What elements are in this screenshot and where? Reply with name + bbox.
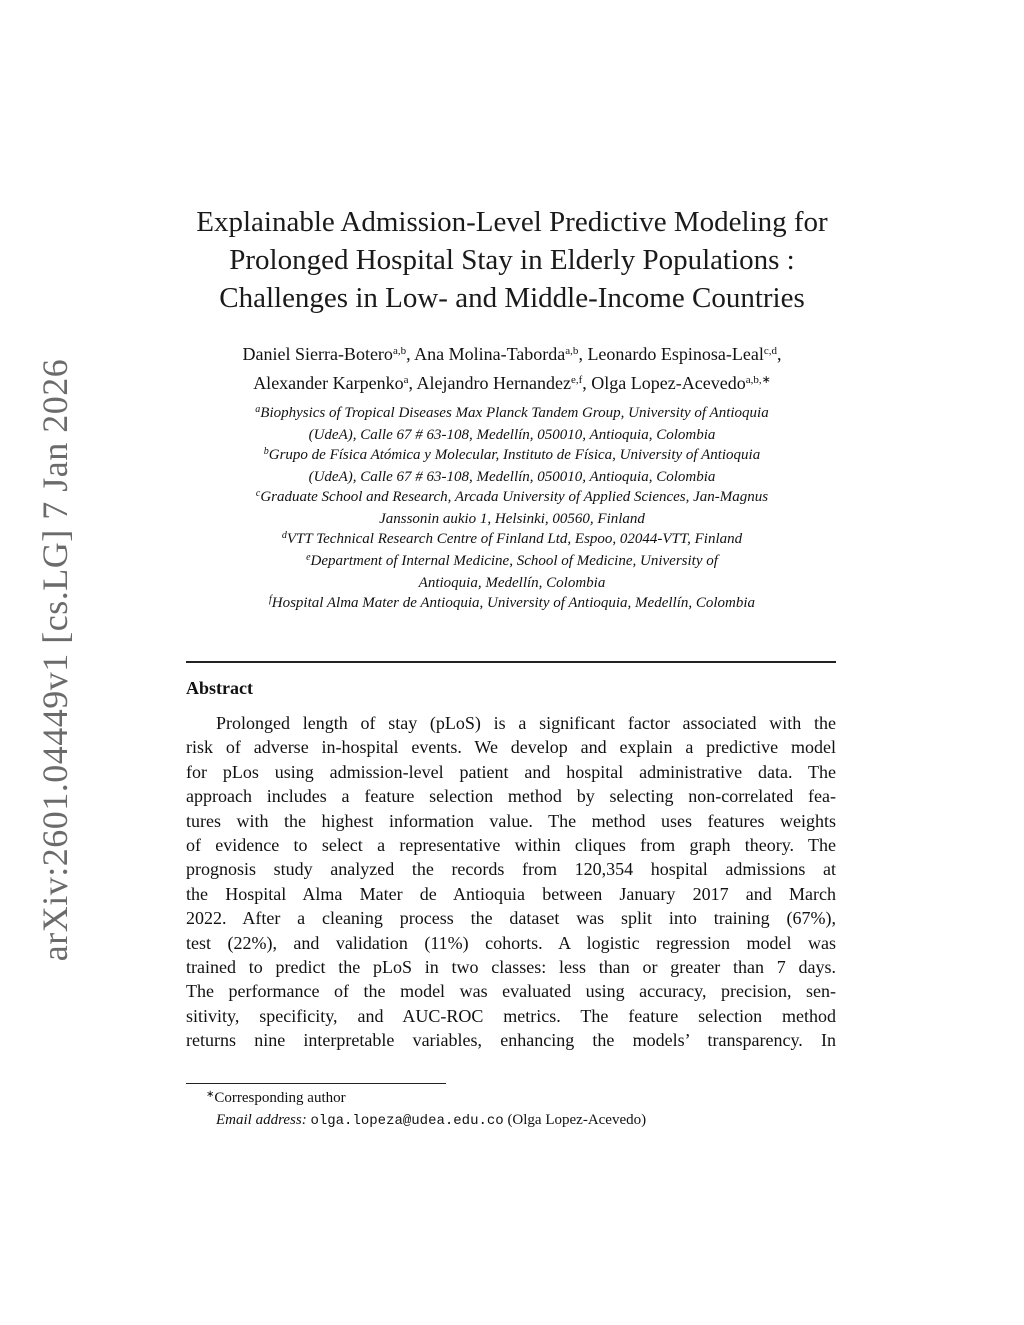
email-note xyxy=(186,1110,646,1132)
abstract-line: prognosis study analyzed the records from 120,354 hospital admissions at xyxy=(186,859,836,880)
title-line-2: Prolonged Hospital Stay in Elderly Populations : xyxy=(229,244,795,276)
abstract-line: tures with the highest information value. The method uses features weights xyxy=(186,810,836,831)
abstract-line: 2022. After a cleaning process the dataset was split into training (67%), xyxy=(186,908,836,929)
abstract-line: The performance of the model was evaluated using accuracy, precision, sen- xyxy=(186,981,836,1002)
affiliation-e-cont: Antioquia, Medellín, Colombia xyxy=(418,575,606,591)
affiliation-mark: c xyxy=(255,488,261,499)
author-list xyxy=(160,341,864,399)
author-name: Alexander Karpenko xyxy=(253,373,404,393)
affiliation-d xyxy=(160,529,864,551)
corresponding-author-label: Corresponding author xyxy=(214,1090,346,1106)
abstract-line: sitivity, specificity, and AUC-ROC metrics. The feature selection method xyxy=(186,1005,836,1026)
affiliation-text: Hospital Alma Mater de Antioquia, University of Antioquia, Medellín, Colombia xyxy=(271,595,756,611)
affiliation-mark: e xyxy=(306,552,311,563)
abstract-line: of evidence to select a representative within cliques from graph theory. The xyxy=(186,834,836,855)
author-affiliation-mark: c,d xyxy=(763,345,778,357)
abstract-line: for pLos using admission-level patient and hospital administrative data. The xyxy=(186,761,836,782)
author-affiliation-mark: a xyxy=(403,374,409,386)
author-line-1: Daniel Sierra-Botero$^{a,b}$, Ana Molina-Taborda$^{a,b}$, Leonardo Espinosa-Leal$^{c,d}$, xyxy=(242,344,782,364)
affiliation-mark: d xyxy=(281,530,287,541)
affiliation-e xyxy=(160,551,864,573)
footnote-rule xyxy=(186,1083,446,1084)
footnote xyxy=(186,1088,646,1132)
arxiv-side-identifier: arXiv:2601.04449v1 [cs.LG] 7 Jan 2026 xyxy=(35,358,75,962)
corresponding-author-note xyxy=(186,1088,646,1110)
author-affiliation-mark: a,b xyxy=(392,345,407,357)
abstract-top-rule xyxy=(186,661,836,663)
abstract-line: returns nine interpretable variables, enhancing the models’ transparency. In xyxy=(186,1030,836,1051)
author-name: Ana Molina-Taborda xyxy=(414,344,566,364)
title-line-3: Challenges in Low- and Middle-Income Countries xyxy=(219,282,805,314)
affiliation-list xyxy=(160,403,864,615)
affiliation-f xyxy=(160,593,864,615)
abstract-line: test (22%), and validation (11%) cohorts. A logistic regression model was xyxy=(186,932,836,953)
affiliation-mark: f xyxy=(268,594,272,605)
affiliation-text: Department of Internal Medicine, School of Medicine, University of xyxy=(310,553,718,569)
author-name: Daniel Sierra-Botero xyxy=(242,344,393,364)
affiliation-text: Graduate School and Research, Arcada University of Applied Sciences, Jan-Magnus xyxy=(260,489,769,505)
affiliation-mark: a xyxy=(255,404,261,415)
author-affiliation-mark: e,f xyxy=(570,374,583,386)
abstract-line: approach includes a feature selection method by selecting non-correlated fea- xyxy=(186,786,836,807)
abstract-line: Prolonged length of stay (pLoS) is a significant factor associated with the xyxy=(216,713,836,733)
abstract-line: trained to predict the pLoS in two classes: less than or greater than 7 days. xyxy=(186,956,836,977)
affiliation-b xyxy=(160,445,864,467)
title-line-1: Explainable Admission-Level Predictive Modeling for xyxy=(196,206,828,238)
author-line-2: Alexander Karpenko$^a$, Alejandro Hernandez$^{e,f}$, Olga Lopez-Acevedo$^{a,b,∗}$ xyxy=(253,373,771,393)
abstract-body xyxy=(186,711,836,1052)
author-affiliation-mark: a,b,∗ xyxy=(745,374,771,386)
author-name: Alejandro Hernandez xyxy=(416,373,571,393)
abstract-line: the Hospital Alma Mater de Antioquia between January 2017 and March xyxy=(186,883,836,904)
affiliation-a xyxy=(160,403,864,425)
author-name: Olga Lopez-Acevedo xyxy=(591,373,746,393)
abstract-line: risk of adverse in-hospital events. We develop and explain a predictive model xyxy=(186,737,836,758)
email-label: Email address: xyxy=(216,1112,307,1128)
affiliation-b-cont: (UdeA), Calle 67 # 63-108, Medellín, 050010, Antioquia, Colombia xyxy=(308,469,716,485)
paper-title xyxy=(160,203,864,317)
abstract-heading: Abstract xyxy=(186,678,253,698)
footnote-mark: ∗ xyxy=(206,1089,215,1100)
affiliation-c-cont: Janssonin aukio 1, Helsinki, 00560, Finland xyxy=(379,511,645,527)
email-address-link[interactable]: olga.lopeza@udea.edu.co xyxy=(310,1113,504,1129)
affiliation-text: Biophysics of Tropical Diseases Max Planck Tandem Group, University of Antioquia xyxy=(260,405,769,421)
affiliation-text: Grupo de Física Atómica y Molecular, Instituto de Física, University of Antioquia xyxy=(268,447,761,463)
affiliation-mark: b xyxy=(263,446,269,457)
affiliation-text: VTT Technical Research Centre of Finland Ltd, Espoo, 02044-VTT, Finland xyxy=(286,531,743,547)
author-affiliation-mark: a,b xyxy=(565,345,579,357)
affiliation-a-cont: (UdeA), Calle 67 # 63-108, Medellín, 050010, Antioquia, Colombia xyxy=(308,427,716,443)
email-owner: (Olga Lopez-Acevedo) xyxy=(507,1112,647,1128)
affiliation-c xyxy=(160,487,864,509)
author-name: Leonardo Espinosa-Leal xyxy=(587,344,764,364)
